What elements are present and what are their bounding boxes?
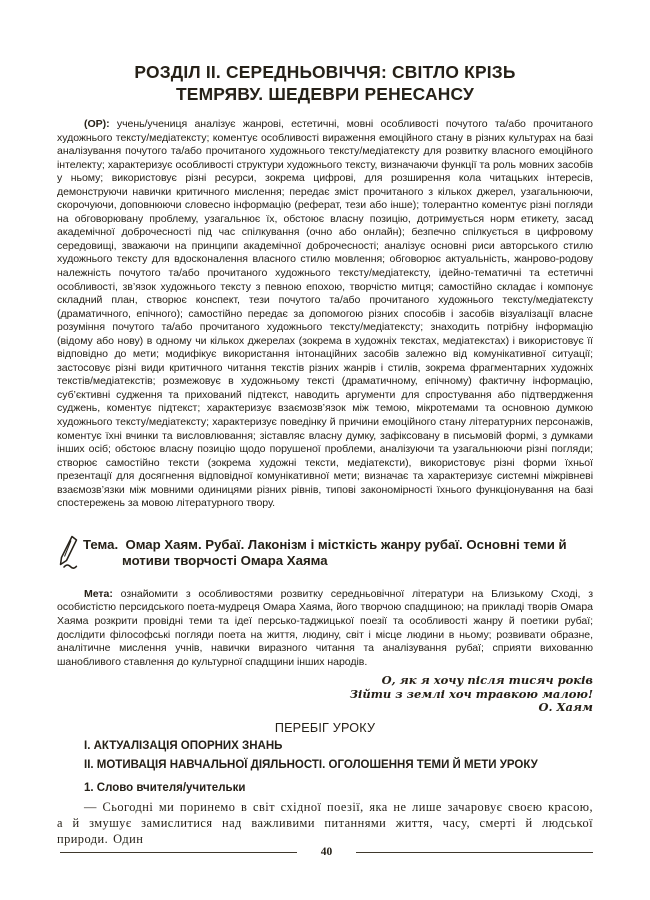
lesson-section-1: І. АКТУАЛІЗАЦІЯ ОПОРНИХ ЗНАНЬ [84, 740, 283, 753]
lesson-subsection-teacher-word: 1. Слово вчителя/учительки [84, 782, 246, 795]
theme-label: Тема. [83, 536, 119, 552]
lesson-flow-heading: ПЕРЕБІГ УРОКУ [274, 721, 376, 736]
chapter-title-line2: ТЕМРЯВУ. ШЕДЕВРИ РЕНЕСАНСУ [175, 83, 475, 104]
epigraph [57, 674, 593, 714]
footer-rule-left [60, 852, 297, 853]
meta-paragraph [57, 588, 593, 669]
theme-text [83, 537, 593, 570]
epigraph-line1: О, як я хочу після тисяч років [381, 673, 593, 688]
expected-results-text: учень/учениця аналізує жанрові, естетичні, мовні особливості почутого та/або прочитаного художнього тексту/медіатексту; коментує особливості вираження емоційного стану в різних культурах на базі аналізування почутого та/або прочитаного художнього тексту/медіатексту для розвитку власного емоційного інтелекту; характеризує особливості структури художнього тексту, визначаючи функції та роль мовних засобів у ньому; використовує різні ресурси, зокрема цифрові, для розширення кола читацьких інтересів, демонструючи навички критичного мислення; передає зміст прочитаного з кількох джерел, узагальнюючи, скорочуючи, доповнюючи словесно інформацію (реферат, тези або інше); толерантно коментує різні погляди на обговорювану проблему, узагальнює їх, обстоює власну позицію, дотримується норм етикету, засад академічної доброчесності під час спілкування (очно або онлайн); безпечно спілкується в цифровому середовищі, зважаючи на принципи академічної доброчесності; аналізує основні риси авторського стилю художнього тексту для вдосконалення власного стилю мовлення; обговорює актуальність, жанрово-родову належність почутого та/або прочитаного художнього тексту/медіатексту, ідейно-тематичні та естетичні особливості, зв’язок художнього тексту з певною епохою, творчістю митця; самостійно складає і компонує складний план, створює конспект, тези почутого та/або прочитаного художнього тексту/медіатексту (драматичного, епічного); самостійно передає за допомогою різних способів і засобів візуалізації власне розуміння почутого та/або прочитаного художнього тексту/медіатексту; знаходить потрібну інформацію (відому або нову) в одному чи кількох джерелах (зокрема в художніх текстах, медіатекстах) і використовує її відповідно до мети; модифікує використання інтонаційних засобів залежно від комунікативної ситуації; застосовує різні види критичного читання текстів різних жанрів і стилів, зокрема фрагментарних художніх текстів/медіатекстів; розмежовує в художньому тексті (драматичному, епічному) фактичну інформацію, суб’єктивні судження та прихований підтекст, наводить аргументи для спростування або підтвердження суджень, коментує підтекст; характеризує взаємозв’язок між темою, мікротемами та основною думкою художнього тексту/медіатексту; характеризує поведінку й причини емоційного стану літературних персонажів, коментує їхні вчинки та висловлювання; зіставляє власну думку, зафіксовану в письмовій формі, з думками інших осіб; обстоює власну позицію щодо порушеної проблеми, аналізуючи та узагальнюючи різні погляди; створює самостійно тексти (зокрема художні тексти, медіатексти), використовує різні форми їхньої презентації для досягнення відповідної комунікативної мети; визначає та характеризує системні міжрівневі взаємозв’язки між мовними одиницями різних рівнів, типові закономірності їхнього функціонування на базі спостережень за мовою літературного твору. [57, 118, 593, 510]
lesson-theme-heading [57, 537, 593, 577]
theme-title: Омар Хаям. Рубаї. Лаконізм і місткість жанру рубаї. Основні теми й мотиви творчості Омара Хаяма [122, 536, 567, 569]
meta-text: ознайомити з особливостями розвитку середньовічної літератури на Близькому Сході, з особистістю персидського поета-мудреця Омара Хаяма, його творчою спадщиною; на прикладі творів Омара Хаяма розкрити провідні теми та ідеї персько-таджицької поезії та особливості жанру й поетики рубаї; дослідити філософські погляди поета на життя, людину, світ і місце людини в ньому; розвивати образне, аналітичне мислення учнів, навички виразного читання та аналізування рубаї; сприяти вихованню шанобливого ставлення до культурної спадщини інших народів. [57, 587, 593, 668]
teacher-speech-paragraph: — Сьогодні ми поринемо в світ східної поезії, яка не лише зачаровує своєю красою, а й змушує замислитися над важливими питаннями життя, часу, смерті й людської природи. Один [57, 799, 593, 847]
chapter-title [57, 62, 593, 105]
chapter-title-line1: РОЗДІЛ ІІ. СЕРЕДНЬОВІЧЧЯ: СВІТЛО КРІЗЬ [134, 62, 516, 82]
footer-rule-right [356, 852, 593, 853]
expected-results-paragraph [57, 118, 593, 511]
page-number: 40 [320, 845, 333, 858]
pen-icon [57, 534, 83, 577]
epigraph-author: О. Хаям [538, 699, 593, 714]
meta-label: Мета: [84, 587, 113, 600]
page-footer [60, 847, 593, 859]
lesson-section-2: ІІ. МОТИВАЦІЯ НАВЧАЛЬНОЇ ДІЯЛЬНОСТІ. ОГОЛОШЕННЯ ТЕМИ Й МЕТИ УРОКУ [84, 758, 538, 771]
epigraph-line2: Зійти з землі хоч травкою малою! [349, 686, 593, 701]
expected-results-label: (ОР): [84, 118, 110, 130]
